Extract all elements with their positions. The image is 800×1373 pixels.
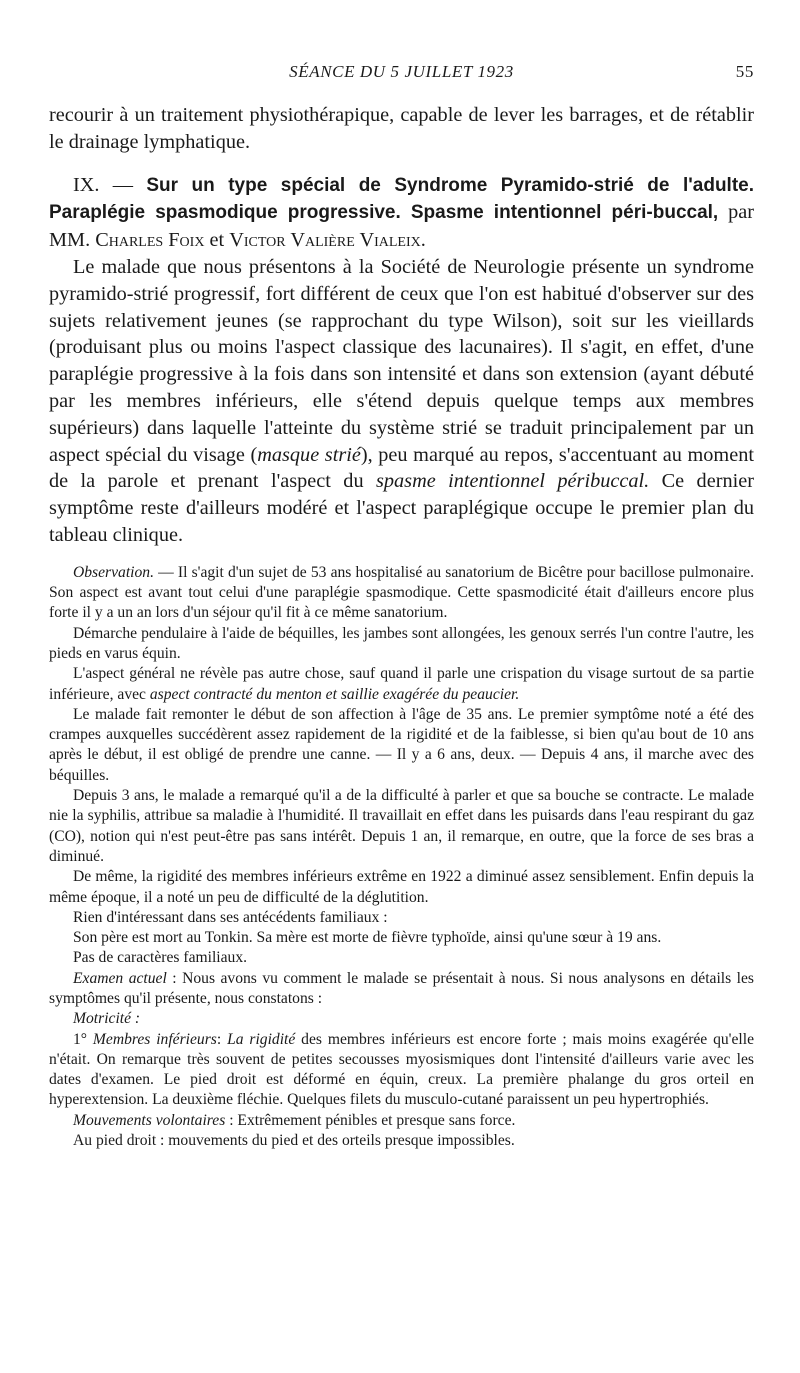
term-masque-strie: masque strié xyxy=(257,443,361,466)
obs-paragraph-2: Démarche pendulaire à l'aide de béquilles, les jambes sont allongées, les genoux serrés l'un contre l'autre, les pieds en varus équin. xyxy=(49,624,754,662)
page-number: 55 xyxy=(735,62,754,81)
obs-text-3: L'aspect général ne révèle pas autre chose, sauf quand il parle une crispation du visage surtout de sa partie inférieure, avec xyxy=(49,665,754,703)
section-title: Sur un type spécial de Syndrome Pyramido-strié de l'adulte. Paraplégie spasmodique progressive. Spasme intentionnel péri-buccal, xyxy=(49,174,755,224)
obs-paragraph-8: Son père est mort au Tonkin. Sa mère est morte de fièvre typhoïde, ainsi qu'une sœur à 19 ans. xyxy=(73,929,662,947)
byline-and: et xyxy=(209,229,225,252)
obs-text-1: — Il s'agit d'un sujet de 53 ans hospitalisé au sanatorium de Bicêtre pour bacillose pulmonaire. Son aspect est avant tout celui d'une paraplégie spasmodique. Cette spasmodicité était d'ailleurs encore plus forte il y a un an lors d'un séjour qu'il fit à ce même sanatorium. xyxy=(49,563,754,622)
obs-paragraph-9: Pas de caractères familiaux. xyxy=(73,949,248,967)
item-number: 1° xyxy=(73,1030,93,1048)
obs-text-12: des membres inférieurs est encore forte ; mais moins exagérée qu'elle n'était. On remarque très souvent de petites secousses myosismiques dont l'intensité d'ailleurs varie avec les dates d'examen. Le pied droit est déformé en équin, creux. La première phalange du gros orteil en hyperextension. La deuxième fléchie. Quelques filets du musculo-cutané paraissent un peu hypertrophiés. xyxy=(49,1030,754,1109)
obs-paragraph-14: Au pied droit : mouvements du pied et des orteils presque impossibles. xyxy=(73,1132,515,1150)
main-paragraph xyxy=(49,254,754,549)
obs-paragraph-5: Depuis 3 ans, le malade a remarqué qu'il a de la difficulté à parler et que sa bouche se contracte. Le malade nie la syphilis, attribue sa maladie à l'humidité. Il travaillait en effet dans les puisards dans l'eau respirant du gaz (CO), notion qui n'est peut-être pas sans intérêt. Depuis 1 an, il remarque, en outre, que la force de ses bras a diminué. xyxy=(49,787,754,865)
section-number: IX. — xyxy=(73,173,134,196)
observation-label: Observation. xyxy=(73,563,154,581)
running-header xyxy=(49,62,754,84)
item-colon: : xyxy=(216,1030,228,1048)
exam-label: Examen actuel xyxy=(73,969,167,987)
main-text-a: Le malade que nous présentons à la Société de Neurologie présente un syndrome pyramido-strié progressif, fort différent de ceux que l'on est habitué d'observer sur des sujets relativement jeunes (se rapprochant du type Wilson), soit sur les vieillards (produisant plus ou moins l'aspect classique des lacunaires). Il s'agit, en effet, d'une paraplégie progressive à la fois dans son intensité et dans son extension (ayant débuté par les membres inférieurs, elle s'étend depuis quelque temps aux membres supérieurs) dans laquelle l'atteinte du système strié se traduit principalement par un aspect spécial du visage ( xyxy=(49,255,754,466)
obs-text-13: : Extrêmement pénibles et presque sans force. xyxy=(225,1111,516,1129)
obs-paragraph-13 xyxy=(49,1111,754,1131)
obs-text-10: : Nous avons vu comment le malade se présentait à nous. Si nous analysons en détails les symptômes qu'il présente, nous constatons : xyxy=(49,969,754,1007)
obs-paragraph-6: De même, la rigidité des membres inférieurs extrême en 1922 a diminué assez sensiblement. Enfin depuis la même époque, il a noté un peu de difficulté de la déglutition. xyxy=(49,868,754,906)
mouvements-label: Mouvements volontaires xyxy=(73,1111,226,1129)
main-text-c: Ce dernier symptôme reste d'ailleurs modéré et l'aspect paraplégique occupe le premier plan du tableau clinique. xyxy=(49,470,754,546)
author-1: Charles Foix xyxy=(95,229,205,252)
obs-paragraph-12 xyxy=(49,1030,754,1111)
obs-paragraph-1 xyxy=(49,563,754,624)
motricite-label: Motricité : xyxy=(73,1010,141,1028)
byline-by: par MM. xyxy=(49,201,754,252)
obs-paragraph-11 xyxy=(49,1009,754,1029)
obs-emphasis-3: aspect contracté du menton et saillie exagérée du peaucier. xyxy=(149,685,520,703)
section-heading xyxy=(49,172,754,254)
article-body xyxy=(49,102,754,1151)
intro-paragraph: recourir à un traitement physiothérapique, capable de lever les barrages, et de rétablir le drainage lymphatique. xyxy=(49,104,754,153)
obs-paragraph-7: Rien d'intéressant dans ses antécédents familiaux : xyxy=(73,908,388,926)
obs-paragraph-3 xyxy=(49,664,754,705)
main-text-b: ), peu marqué au repos, s'accentuant au moment de la parole et prenant l'aspect du xyxy=(49,443,754,493)
obs-paragraph-4: Le malade fait remonter le début de son affection à l'âge de 35 ans. Le premier symptôme noté a été des crampes auxquelles succédèrent assez rapidement de la rigidité et de la faiblesse, si bien qu'au bout de 10 ans après le début, il est obligé de prendre une canne. — Il y a 6 ans, deux. — Depuis 4 ans, il marche avec des béquilles. xyxy=(49,705,754,784)
membres-label: Membres inférieurs xyxy=(92,1030,217,1048)
rigidite-label: La rigidité xyxy=(227,1030,296,1048)
running-title: SÉANCE DU 5 JUILLET 1923 xyxy=(289,62,514,81)
author-2: Victor Valière Vialeix. xyxy=(229,229,426,252)
term-spasme: spasme intentionnel péribuccal. xyxy=(376,470,650,493)
obs-paragraph-10 xyxy=(49,969,754,1010)
observation-section xyxy=(49,563,754,1152)
